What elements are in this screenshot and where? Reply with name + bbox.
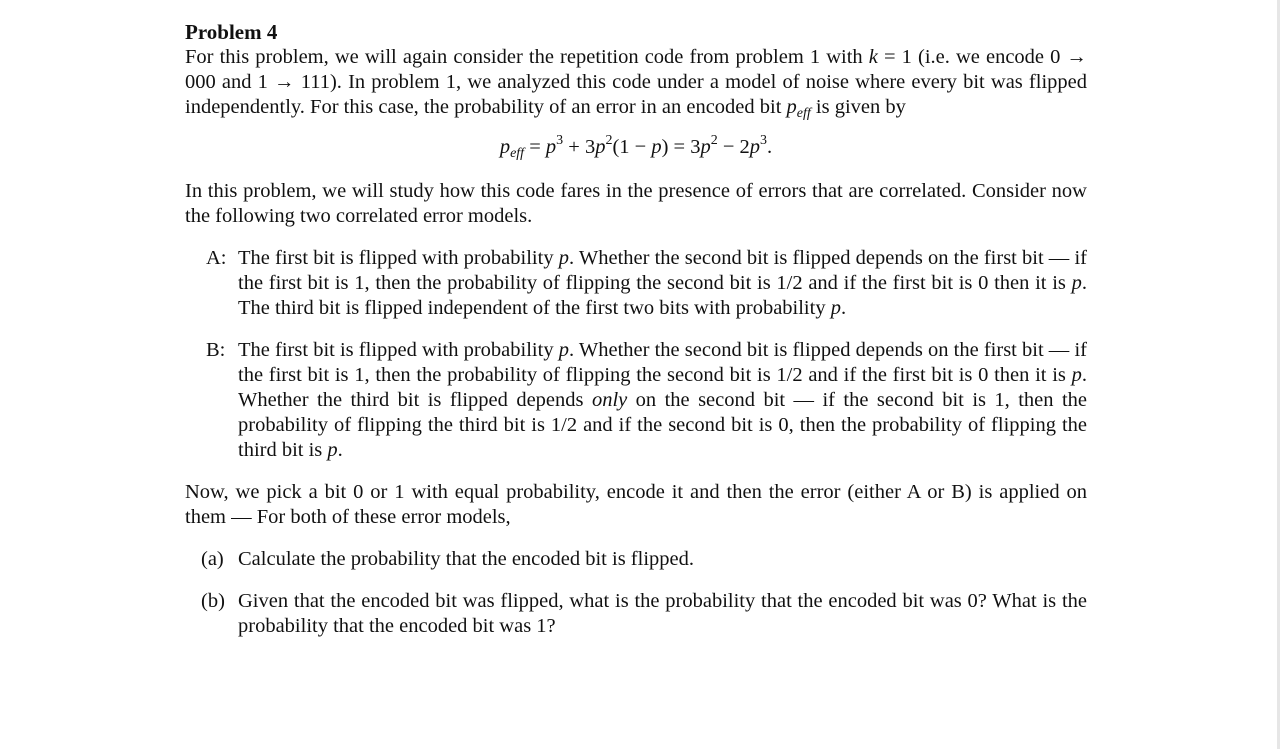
previous-page-fragment (250, 0, 310, 4)
var-k: k (868, 46, 878, 68)
question-a (185, 547, 1087, 572)
question-b (185, 589, 1087, 639)
question-a-label: (a) (201, 548, 224, 570)
intro-paragraph (185, 45, 1087, 126)
intro-text-a: For this problem, we will again consider the repetition code from problem 1 with (185, 46, 869, 68)
error-model-b-text: The first bit is flipped with probability p. Whether the second bit is flipped depends on the first bit — if the first bit is 1, then the probability of flipping the second bit is 1/2 and if the first bit is 0 then it is p. Whether the third bit is flipped depends only on the second bit — if the second bit is 1, then the probability of flipping the third bit is 1/2 and if the second bit is 0, then the probability of flipping the third bit is p. (238, 339, 1088, 461)
error-model-b-label: B: (206, 339, 226, 361)
paragraph-instructions: Now, we pick a bit 0 or 1 with equal probability, encode it and then the error (either A or B) is applied on them — For both of these error models, (185, 481, 1087, 528)
error-model-b (185, 338, 1087, 463)
paragraph-correlated-intro: In this problem, we will study how this code fares in the presence of errors that are correlated. Consider now the following two correlated error models. (185, 180, 1087, 227)
error-model-a (185, 246, 1087, 321)
error-model-a-text: The first bit is flipped with probability p. Whether the second bit is flipped depends on the first bit — if the first bit is 1, then the probability of flipping the second bit is 1/2 and if the first bit is 0 then it is p. The third bit is flipped independent of the first two bits with probability p. (238, 247, 1087, 319)
question-b-label: (b) (201, 590, 225, 612)
problem-title: Problem 4 (185, 20, 278, 44)
question-b-text: Given that the encoded bit was flipped, what is the probability that the encoded bit was 0? What is the probability that the encoded bit was 1? (238, 590, 1087, 637)
intro-text-c: is given by (810, 96, 906, 118)
intro-text-b: = 1 (i.e. we encode 0 → 000 and 1 → 111). In problem 1, we analyzed this code under a model of noise where every bit was flipped independently. For this case, the probability of an error in an encoded bit (185, 46, 1087, 118)
var-p-eff: $p_{eff}$ (786, 96, 811, 121)
equation-p-eff: $p_{eff} = p^3 + 3p^2(1 - p) = 3p^2 - 2p^3$. (499, 133, 773, 161)
problem-document (185, 20, 1087, 656)
question-a-text: Calculate the probability that the encoded bit is flipped. (238, 548, 694, 570)
error-model-a-label: A: (206, 247, 227, 269)
